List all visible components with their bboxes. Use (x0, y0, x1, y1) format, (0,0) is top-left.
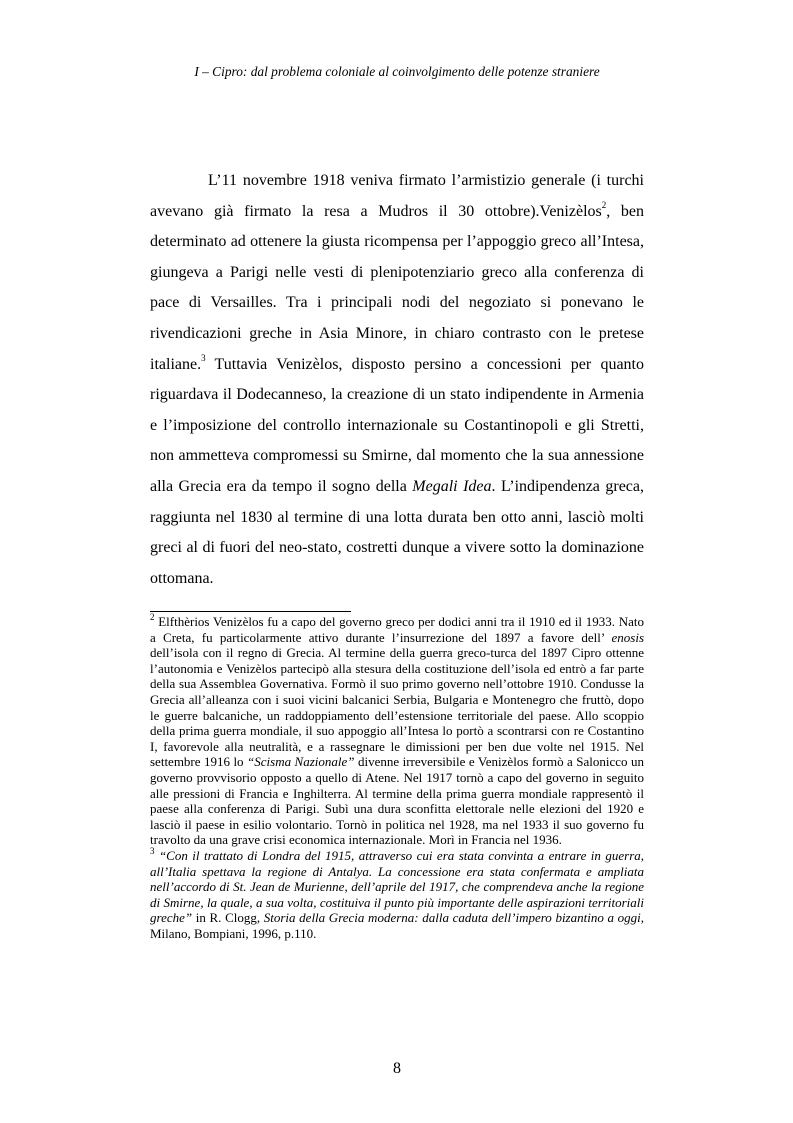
footnote-3-tail: Milano, Bompiani, 1996, p.110. (150, 925, 317, 941)
footnote-marker-2: 2 (150, 611, 155, 622)
footnote-marker-3: 3 (150, 845, 155, 856)
footnote-separator (150, 611, 351, 612)
megali-idea-term: Megali Idea (412, 477, 492, 495)
body-text-2: , ben determinato ad ottenere la giusta ricompensa per l’appoggio greco all’Intesa, giungeva a Parigi nelle vesti di plenipotenziario greco alla conferenza di pace di Versailles. Tra i principali nodi del negoziato si ponevano le rivendicazioni greche in Asia Minore, in chiaro contrasto con le pretese italiane. (150, 202, 645, 373)
footnote-2-text-a: Elfthèrios Venizèlos fu a capo del governo greco per dodici anni tra il 1910 ed il 1933. Nato a Creta, fu particolarmente attivo durante l’insurrezione del 1897 a favore dell’ (150, 614, 644, 645)
body-text-1: L’11 novembre 1918 veniva firmato l’armistizio generale (i turchi avevano già firmato la resa a Mudros il 30 ottobre).Venizèlos (150, 172, 644, 220)
footnote-3-mid: in R. Clogg, (192, 910, 264, 926)
footnote-ref-2[interactable]: 2 (601, 200, 607, 211)
footnote-3-quote: “Con il trattato di Londra del 1915, attraverso cui era stata convinta a entrare in guerra, all’Italia spettava la regione di Antalya. La concessione era stata confermata e ampliata nell’accordo di St. Jean de Murienne, dell’aprile del 1917, che comprendeva anche la regione di Smirne, la quale, a sua volta, costituiva il punto più importante delle aspirazioni territoriali greche” (150, 847, 645, 926)
footnote-2-text-b: dell’isola con il regno di Grecia. Al termine della guerra greco-turca del 1897 Cipro ottenne l’autonomia e Venizèlos partecipò alla stesura della costituzione dell’isola ed entrò a far parte della sua Assemblea Governativa. Formò il suo primo governo nell’ottobre 1910. Condusse la Grecia all’alleanza con i suoi vicini balcanici Serbia, Bulgaria e Montenegro che fruttò, dopo le guerre balcaniche, un raddoppiamento dell’estensione territoriale del paese. Allo scoppio della prima guerra mondiale, il suo appoggio all’Intesa lo portò a scontrarsi con re Costantino I, favorevole alla neutralità, e a rassegnare le dimissioni per ben due volte nel 1915. Nel settembre 1916 lo (150, 645, 644, 770)
footnote-2-italic-scisma: “Scisma Nazionale” (247, 754, 355, 770)
footnote-3 (150, 845, 645, 942)
body-text-3: Tuttavia Venizèlos, disposto persino a concessioni per quanto riguardava il Dodecanneso, la creazione di un stato indipendente in Armenia e l’imposizione del controllo internazionale su Costantinopoli e gli Stretti, non ammetteva compromessi su Smirne, dal momento che la sua annessione alla Grecia era da tempo il sogno della (150, 355, 644, 495)
page-number: 8 (393, 1060, 401, 1077)
body-paragraph (150, 166, 644, 594)
footnote-3-book-title: Storia della Grecia moderna: dalla caduta dell’impero bizantino a oggi, (263, 910, 644, 926)
footnote-2-italic-enosis: enosis (611, 629, 644, 645)
footnotes (150, 611, 645, 941)
footnote-2-text-c: divenne irreversibile e Venizèlos formò a Salonicco un governo provvisorio opposto a quello di Atene. Nel 1917 tornò a capo del governo in seguito alle pressioni di Francia e Inghilterra. Al termine della prima guerra mondiale rappresentò il paese alla conferenza di Parigi. Subì una dura sconfitta elettorale nelle elezioni del 1920 e lasciò il paese in esilio volontario. Tornò in politica nel 1928, ma nel 1933 il suo governo fu travolto da una grave crisi economica internazionale. Morì in Francia nel 1936. (150, 754, 645, 848)
running-header: I – Cipro: dal problema coloniale al coinvolgimento delle potenze straniere (194, 64, 600, 79)
footnote-2 (150, 611, 645, 848)
footnote-ref-3[interactable]: 3 (201, 353, 206, 364)
body-text-4: . L’indipendenza greca, raggiunta nel 1830 al termine di una lotta durata ben otto anni, lasciò molti greci al di fuori del neo-stato, costretti dunque a vivere sotto la dominazione ottomana. (150, 477, 645, 587)
